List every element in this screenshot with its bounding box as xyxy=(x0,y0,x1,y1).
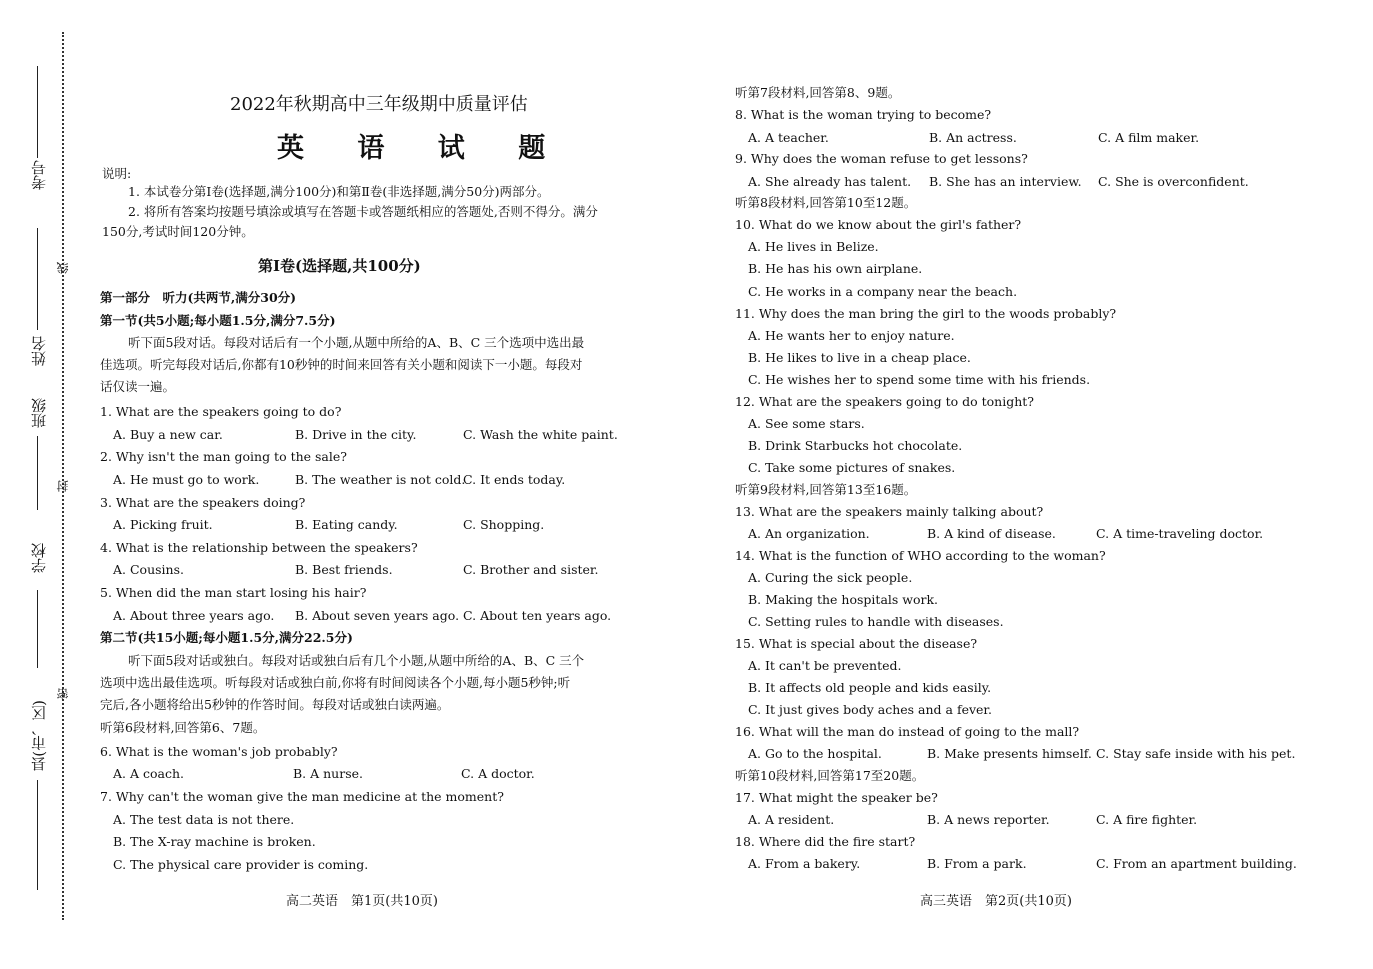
part1-heading: 第一部分 听力(共两节,满分30分) xyxy=(100,290,297,305)
notes-label: 说明: xyxy=(102,166,132,181)
option-a: A. He wants her to enjoy nature. xyxy=(748,328,955,343)
seal-char-line: 线 xyxy=(56,262,70,274)
name-line xyxy=(37,228,38,330)
option-c: C. A time-traveling doctor. xyxy=(1096,526,1264,541)
option-c: C. A film maker. xyxy=(1098,130,1200,145)
option-a: A. A coach. xyxy=(113,766,184,781)
material-heading: 听第6段材料,回答第6、7题。 xyxy=(100,720,266,735)
option-a: A. See some stars. xyxy=(748,416,865,431)
option-b: B. Eating candy. xyxy=(295,517,398,532)
question-stem: 10. What do we know about the girl's father? xyxy=(735,217,1022,232)
question-stem: 13. What are the speakers mainly talking about? xyxy=(735,504,1044,519)
instruction-line: 选项中选出最佳选项。听每段对话或独白前,你将有时间阅读各个小题,每小题5秒钟;听 xyxy=(100,675,571,690)
option-b: B. She has an interview. xyxy=(929,174,1082,189)
option-a: A. It can't be prevented. xyxy=(748,658,902,673)
seal-char-seal: 封 xyxy=(56,480,70,492)
option-b: B. An actress. xyxy=(929,130,1017,145)
option-c: C. He works in a company near the beach. xyxy=(748,284,1018,299)
option-a: A. Buy a new car. xyxy=(113,427,223,442)
question-stem: 8. What is the woman trying to become? xyxy=(735,107,992,122)
material-heading: 听第9段材料,回答第13至16题。 xyxy=(735,482,917,497)
option-a: A. Picking fruit. xyxy=(113,517,213,532)
option-b: B. A kind of disease. xyxy=(927,526,1056,541)
question-stem: 2. Why isn't the man going to the sale? xyxy=(100,449,347,464)
question-stem: 17. What might the speaker be? xyxy=(735,790,938,805)
option-c: C. Wash the white paint. xyxy=(463,427,618,442)
option-a: A. She already has talent. xyxy=(748,174,912,189)
option-b: B. A news reporter. xyxy=(927,812,1050,827)
option-c: C. Setting rules to handle with diseases. xyxy=(748,614,1004,629)
subject-title: 英 语 试 题 xyxy=(277,133,568,164)
option-b: B. About seven years ago. xyxy=(295,608,460,623)
option-a: A. From a bakery. xyxy=(748,856,861,871)
question-stem: 11. Why does the man bring the girl to the woods probably? xyxy=(735,306,1117,321)
option-a: A. A teacher. xyxy=(748,130,829,145)
question-stem: 1. What are the speakers going to do? xyxy=(100,404,342,419)
school-line xyxy=(37,590,38,668)
option-c: C. From an apartment building. xyxy=(1096,856,1297,871)
option-c: C. A doctor. xyxy=(461,766,535,781)
instruction-line: 佳选项。听完每段对话后,你都有10秒钟的时间来回答有关小题和阅读下一小题。每段对 xyxy=(100,357,583,372)
note-line: 150分,考试时间120分钟。 xyxy=(102,224,254,239)
school-label: 学校 xyxy=(30,543,48,573)
question-stem: 14. What is the function of WHO according to the woman? xyxy=(735,548,1106,563)
material-heading: 听第8段材料,回答第10至12题。 xyxy=(735,195,917,210)
county-line xyxy=(37,780,38,890)
question-stem: 16. What will the man do instead of going to the mall? xyxy=(735,724,1080,739)
option-a: A. An organization. xyxy=(748,526,870,541)
option-b: B. A nurse. xyxy=(293,766,363,781)
option-c: C. He wishes her to spend some time with his friends. xyxy=(748,372,1091,387)
option-c: C. About ten years ago. xyxy=(463,608,612,623)
question-stem: 15. What is special about the disease? xyxy=(735,636,978,651)
option-c: C. Take some pictures of snakes. xyxy=(748,460,956,475)
question-stem: 7. Why can't the woman give the man medicine at the moment? xyxy=(100,789,504,804)
option-b: B. Best friends. xyxy=(295,562,393,577)
name-label: 姓名 xyxy=(30,336,48,366)
binding-margin xyxy=(0,0,75,969)
seal-dotted-line xyxy=(62,32,64,920)
option-a: A. Go to the hospital. xyxy=(748,746,882,761)
option-c: C. The physical care provider is coming. xyxy=(113,857,369,872)
option-b: B. Drink Starbucks hot chocolate. xyxy=(748,438,963,453)
option-a: A. The test data is not there. xyxy=(113,812,295,827)
class-line xyxy=(37,436,38,510)
instruction-line: 听下面5段对话或独白。每段对话或独白后有几个小题,从题中所给的A、B、C 三个 xyxy=(128,653,585,668)
option-b: B. Make presents himself. xyxy=(927,746,1092,761)
option-a: A. He lives in Belize. xyxy=(748,239,879,254)
question-stem: 6. What is the woman's job probably? xyxy=(100,744,338,759)
question-stem: 5. When did the man start losing his hair? xyxy=(100,585,367,600)
option-c: C. Brother and sister. xyxy=(463,562,599,577)
option-a: A. Cousins. xyxy=(113,562,184,577)
question-stem: 12. What are the speakers going to do tonight? xyxy=(735,394,1034,409)
option-b: B. Making the hospitals work. xyxy=(748,592,939,607)
exam-title: 2022年秋期高中三年级期中质量评估 xyxy=(230,94,528,115)
option-c: C. It ends today. xyxy=(463,472,566,487)
exam-number-line xyxy=(37,66,38,158)
page-footer: 高三英语 第2页(共10页) xyxy=(920,894,1072,909)
question-stem: 18. Where did the fire start? xyxy=(735,834,916,849)
option-b: B. He likes to live in a cheap place. xyxy=(748,350,971,365)
section2-heading: 第二节(共15小题;每小题1.5分,满分22.5分) xyxy=(100,630,353,645)
exam-number-label: 考号 xyxy=(30,160,48,190)
option-b: B. Drive in the city. xyxy=(295,427,417,442)
county-label: 县(市、区) xyxy=(30,700,48,772)
question-stem: 4. What is the relationship between the speakers? xyxy=(100,540,418,555)
option-b: B. From a park. xyxy=(927,856,1027,871)
option-c: C. A fire fighter. xyxy=(1096,812,1198,827)
option-b: B. The X-ray machine is broken. xyxy=(113,834,316,849)
material-heading: 听第7段材料,回答第8、9题。 xyxy=(735,85,901,100)
option-b: B. It affects old people and kids easily. xyxy=(748,680,992,695)
instruction-line: 完后,各小题将给出5秒钟的作答时间。每段对话或独白读两遍。 xyxy=(100,697,450,712)
option-a: A. Curing the sick people. xyxy=(748,570,913,585)
option-b: B. The weather is not cold. xyxy=(295,472,466,487)
material-heading: 听第10段材料,回答第17至20题。 xyxy=(735,768,925,783)
option-c: C. It just gives body aches and a fever. xyxy=(748,702,993,717)
option-c: C. She is overconfident. xyxy=(1098,174,1249,189)
option-a: A. He must go to work. xyxy=(113,472,260,487)
instruction-line: 话仅读一遍。 xyxy=(100,379,176,394)
option-c: C. Stay safe inside with his pet. xyxy=(1096,746,1296,761)
seal-char-secret: 密 xyxy=(56,688,70,700)
question-stem: 3. What are the speakers doing? xyxy=(100,495,306,510)
question-stem: 9. Why does the woman refuse to get lessons? xyxy=(735,151,1028,166)
option-b: B. He has his own airplane. xyxy=(748,261,923,276)
note-line: 2. 将所有答案均按题号填涂或填写在答题卡或答题纸相应的答题处,否则不得分。满分 xyxy=(128,204,598,219)
option-a: A. A resident. xyxy=(748,812,835,827)
class-label: 班级 xyxy=(30,398,48,428)
section1-heading: 第一节(共5小题;每小题1.5分,满分7.5分) xyxy=(100,313,336,328)
option-a: A. About three years ago. xyxy=(113,608,275,623)
option-c: C. Shopping. xyxy=(463,517,545,532)
part-title: 第Ⅰ卷(选择题,共100分) xyxy=(258,257,421,275)
note-line: 1. 本试卷分第Ⅰ卷(选择题,满分100分)和第Ⅱ卷(非选择题,满分50分)两部分。 xyxy=(128,184,550,199)
page-footer: 高二英语 第1页(共10页) xyxy=(286,894,438,909)
instruction-line: 听下面5段对话。每段对话后有一个小题,从题中所给的A、B、C 三个选项中选出最 xyxy=(128,335,585,350)
